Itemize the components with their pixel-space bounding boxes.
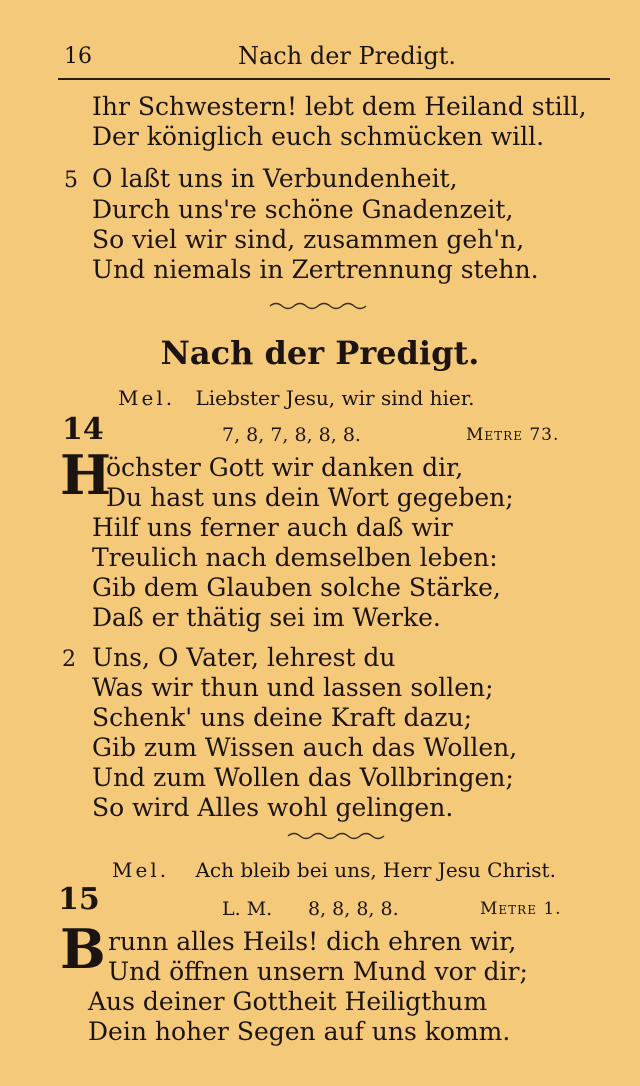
verse-number: 2	[62, 647, 76, 672]
running-title: Nach der Predigt.	[238, 42, 457, 70]
verse-line: runn alles Heils! dich ehren wir,	[108, 927, 517, 956]
verse-line: Gib dem Glauben solche Stärke,	[92, 573, 501, 602]
ornament-divider	[286, 830, 390, 842]
verse-line: Treulich nach demselben leben:	[92, 543, 498, 572]
verse-line: Aus deiner Gottheit Heiligthum	[88, 987, 488, 1016]
melody-label: Mel.	[118, 386, 176, 410]
melody-tune: Ach bleib bei uns, Herr Jesu Christ.	[195, 858, 556, 882]
melody-line	[118, 386, 475, 410]
verse-line: So viel wir sind, zusammen geh'n,	[92, 225, 525, 254]
meter: 8, 8, 8, 8.	[308, 898, 399, 920]
hymn-number: 14	[62, 412, 104, 447]
ornament-divider	[268, 300, 372, 312]
verse-line: Durch uns're schöne Gnadenzeit,	[92, 195, 514, 224]
verse-line: Schenk' uns deine Kraft dazu;	[92, 703, 473, 732]
metre-number: Metre 1.	[480, 899, 562, 919]
verse-line: Was wir thun und lassen sollen;	[92, 673, 494, 702]
verse-line: Dein hoher Segen auf uns komm.	[88, 1017, 511, 1046]
verse-line: O laßt uns in Verbundenheit,	[92, 164, 458, 193]
verse-line: Uns, O Vater, lehrest du	[92, 643, 396, 672]
verse-line: Gib zum Wissen auch das Wollen,	[92, 733, 518, 762]
drop-cap: H	[60, 443, 112, 507]
melody-label: Mel.	[112, 858, 170, 882]
verse-line: Hilf uns ferner auch daß wir	[92, 513, 453, 542]
header-rule	[58, 78, 610, 80]
hymn-number: 15	[58, 882, 100, 917]
verse-number: 5	[64, 168, 78, 193]
verse-line: Ihr Schwestern! lebt dem Heiland still,	[92, 92, 587, 121]
meter-label: L. M.	[222, 898, 273, 920]
verse-line: Und öffnen unsern Mund vor dir;	[108, 957, 528, 986]
melody-tune: Liebster Jesu, wir sind hier.	[195, 386, 475, 410]
melody-line	[112, 858, 556, 882]
drop-cap: B	[60, 917, 106, 981]
verse-line: Du hast uns dein Wort gegeben;	[106, 483, 514, 512]
verse-line: Und zum Wollen das Vollbringen;	[92, 763, 514, 792]
verse-line: Daß er thätig sei im Werke.	[92, 603, 441, 632]
verse-line: So wird Alles wohl gelingen.	[92, 793, 454, 822]
verse-line: Der königlich euch schmücken will.	[92, 122, 545, 151]
verse-line: Und niemals in Zertrennung stehn.	[92, 255, 539, 284]
metre-number: Metre 73.	[466, 425, 560, 445]
section-title: Nach der Predigt.	[160, 334, 480, 372]
meter: 7, 8, 7, 8, 8, 8.	[222, 424, 361, 446]
page-number: 16	[64, 44, 92, 69]
verse-line: öchster Gott wir danken dir,	[106, 453, 464, 482]
